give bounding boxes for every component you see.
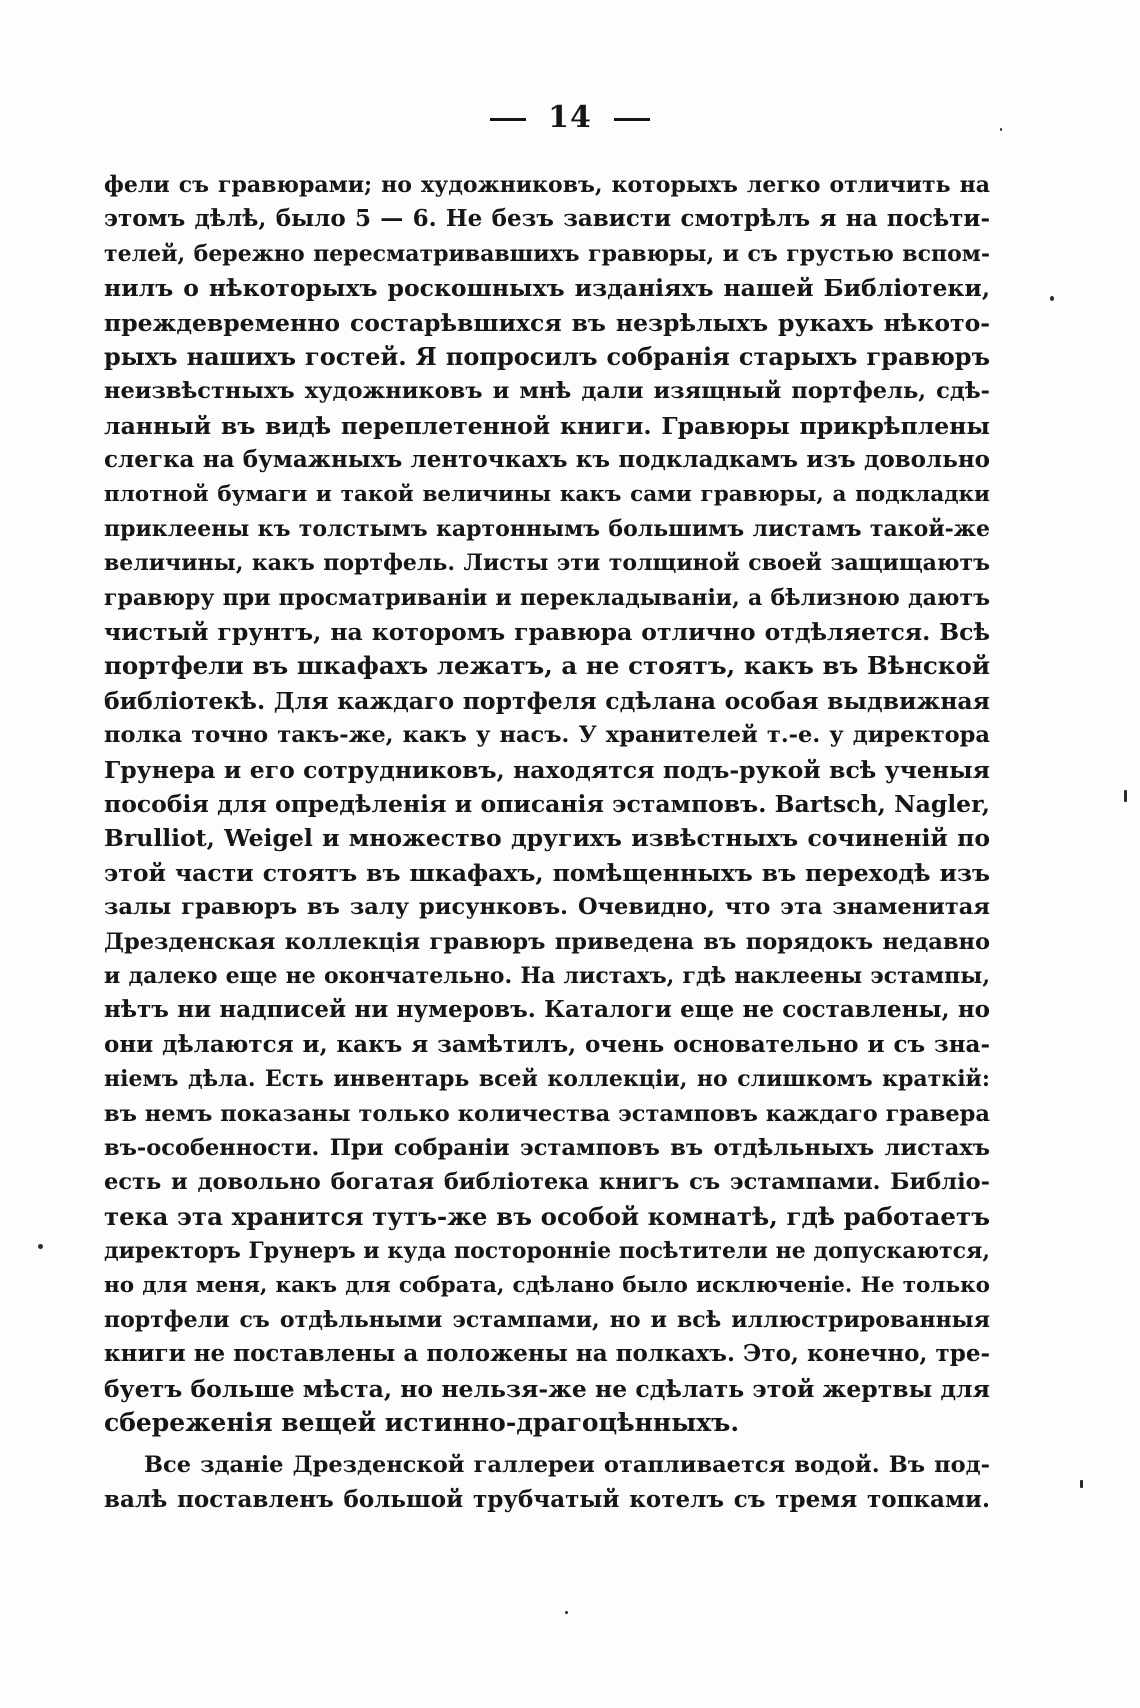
text-line: тека эта хранится тутъ-же въ особой комнатѣ, гдѣ работаетъ [104, 1201, 990, 1231]
text-line: Дрезденская коллекція гравюръ приведена въ порядокъ недавно [104, 928, 990, 955]
text-line: Brulliot, Weigel и множество другихъ извѣстныхъ сочиненій по [104, 824, 990, 853]
text-line: слегка на бумажныхъ ленточкахъ къ подкладкамъ изъ довольно [104, 446, 990, 474]
text-line: нилъ о нѣкоторыхъ роскошныхъ изданіяхъ нашей Библіотеки, [104, 274, 990, 303]
text-line: есть и довольно богатая библіотека книгъ съ эстампами. Библіо- [104, 1169, 990, 1196]
paragraph-spacer [104, 1440, 990, 1448]
text-line: и далеко еще не окончательно. На листахъ, гдѣ наклеены эстампы, [104, 962, 990, 989]
scan-speck [1124, 790, 1127, 802]
paragraph-2 [104, 1448, 990, 1517]
text-line: величины, какъ портфель. Листы эти толщиной своей защищаютъ [104, 550, 990, 577]
text-line: пособія для опредѣленія и описанія эстамповъ. Bartsch, Nagler, [104, 790, 990, 819]
text-line: этомъ дѣлѣ, было 5 — 6. Не безъ зависти смотрѣлъ я на посѣти- [104, 205, 990, 233]
text-line: гравюру при просматриваніи и перекладываніи, а бѣлизною даютъ [104, 584, 990, 611]
scan-speck [1080, 1480, 1083, 1488]
text-line: буетъ больше мѣста, но нельзя-же не сдѣлать этой жертвы для [104, 1374, 990, 1403]
text-line: нѣтъ ни надписей ни нумеровъ. Каталоги еще не составлены, но [104, 996, 990, 1024]
text-line: портфели въ шкафахъ лежатъ, а не стоятъ, какъ въ Вѣнской [104, 651, 990, 681]
text-line: плотной бумаги и такой величины какъ сами гравюры, а подкладки [104, 481, 990, 507]
text-line: они дѣлаются и, какъ я замѣтилъ, очень основательно и съ зна- [104, 1030, 990, 1058]
text-line: директоръ Грунеръ и куда посторонніе посѣтители не допускаются, [104, 1238, 990, 1265]
scan-speck [38, 1244, 43, 1249]
text-line: полка точно такъ-же, какъ у насъ. У хранителей т.-е. у директора [104, 722, 990, 749]
text-line: ніемъ дѣла. Есть инвентарь всей коллекціи, но слишкомъ краткій: [104, 1066, 990, 1093]
text-line: неизвѣстныхъ художниковъ и мнѣ дали изящный портфель, сдѣ- [104, 378, 990, 405]
text-line: Грунера и его сотрудниковъ, находятся подъ-рукой всѣ ученыя [104, 755, 990, 784]
paragraph-1 [104, 168, 990, 1440]
text-line: Все зданіе Дрезденской галлереи отапливается водой. Въ под- [144, 1452, 990, 1479]
text-line: этой части стоятъ въ шкафахъ, помѣщенныхъ въ переходѣ изъ [104, 858, 990, 887]
text-line: но для меня, какъ для собрата, сдѣлано было исключеніе. Не только [104, 1272, 990, 1298]
page-number: 14 [548, 100, 592, 135]
text-line: приклеены къ толстымъ картоннымъ большимъ листамъ такой-же [104, 515, 990, 542]
left-dash [490, 118, 526, 121]
text-line: фели съ гравюрами; но художниковъ, которыхъ легко отличить на [104, 172, 990, 198]
scan-speck [1050, 296, 1054, 301]
text-line: чистый грунтъ, на которомъ гравюра отлично отдѣляется. Всѣ [104, 618, 990, 647]
text-line: книги не поставлены а положены на полкахъ. Это, конечно, тре- [104, 1340, 990, 1368]
body-text [104, 168, 990, 1517]
text-line: сбереженія вещей истинно-драгоцѣнныхъ. [104, 1408, 740, 1438]
text-line: въ немъ показаны только количества эстамповъ каждаго гравера [104, 1100, 990, 1127]
text-line: валѣ поставленъ большой трубчатый котелъ съ тремя топками. [104, 1485, 990, 1513]
text-line: въ-особенности. При собраніи эстамповъ въ отдѣльныхъ листахъ [104, 1134, 990, 1161]
text-line: ланный въ видѣ переплетенной книги. Гравюры прикрѣплены [104, 411, 990, 440]
scan-speck [1000, 128, 1002, 131]
right-dash [614, 118, 650, 121]
scan-speck [565, 1611, 568, 1614]
text-line: телей, бережно пересматривавшихъ гравюры, и съ грустью вспом- [104, 240, 990, 267]
text-line: преждевременно состарѣвшихся въ незрѣлыхъ рукахъ нѣкото- [104, 308, 990, 337]
page-number-header [0, 100, 1140, 135]
text-line: библіотекѣ. Для каждаго портфеля сдѣлана особая выдвижная [104, 686, 990, 715]
text-line: рыхъ нашихъ гостей. Я попросилъ собранія старыхъ гравюръ [104, 341, 990, 371]
text-line: портфели съ отдѣльными эстампами, но и всѣ иллюстрированныя [104, 1306, 990, 1333]
text-line: залы гравюръ въ залу рисунковъ. Очевидно, что эта знаменитая [104, 894, 990, 921]
